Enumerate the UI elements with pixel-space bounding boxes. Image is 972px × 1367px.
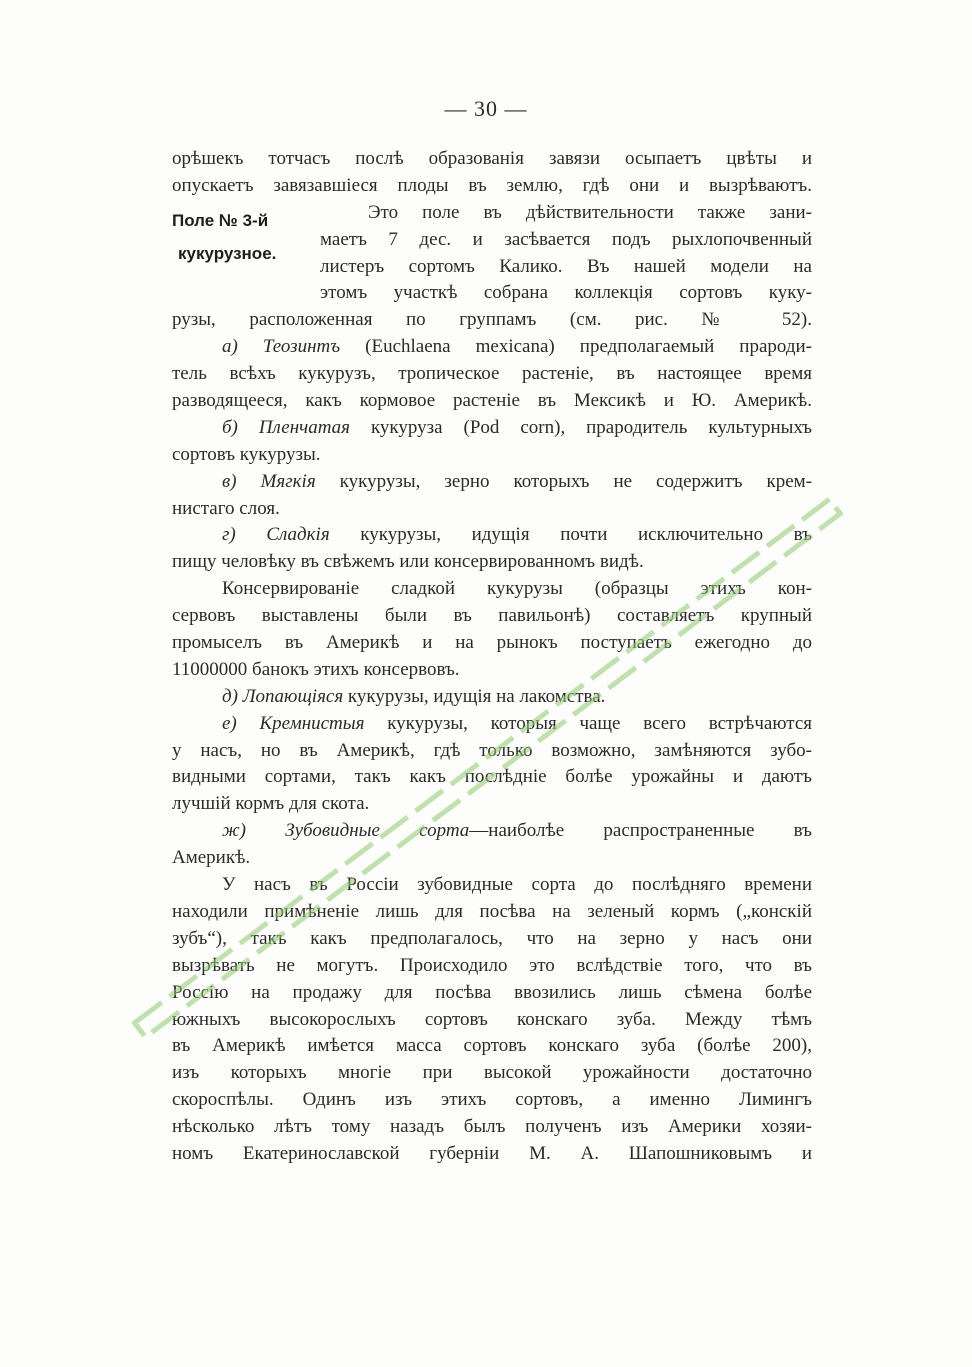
list-item-zh: ж) Зубовидные сорта—наиболѣе распространенные въ	[222, 820, 812, 842]
text-line: скороспѣлы. Одинъ изъ этихъ сортовъ, а именно Лимингъ	[172, 1089, 812, 1111]
text-line: листеръ сортомъ Калико. Въ нашей модели на	[320, 255, 812, 277]
text-line: Америкѣ.	[172, 847, 251, 869]
text-line: орѣшекъ тотчасъ послѣ образованія завязи осыпаетъ цвѣты и	[172, 148, 812, 169]
text-line: 11000000 банокъ этихъ консервовъ.	[172, 658, 460, 680]
body-text	[172, 146, 812, 1168]
text-line: находили примѣненіе лишь для посѣва на зеленый кормъ („конскій	[172, 900, 812, 922]
text-line: сортовъ кукурузы.	[172, 443, 321, 465]
item-label: б) Пленчатая	[222, 416, 351, 438]
side-heading-line-1: Поле № 3-й	[172, 210, 269, 230]
text-line: видными сортами, такъ какъ послѣдніе болѣе урожайны и даютъ	[172, 766, 812, 788]
text-line: пищу человѣку въ свѣжемъ или консервированномъ видѣ.	[172, 551, 644, 573]
text-line: нѣсколько лѣтъ тому назадъ былъ полученъ изъ Америки хозяи-	[172, 1116, 812, 1138]
text-line: лучшій кормъ для скота.	[172, 793, 370, 815]
text-line: вызрѣвать не могутъ. Происходило это вслѣдствіе того, что въ	[172, 954, 812, 976]
item-label: в) Мягкія	[222, 470, 316, 492]
text-line: у насъ, но въ Америкѣ, гдѣ только возможно, замѣняются зубо-	[172, 739, 812, 761]
field-3-section	[172, 200, 812, 308]
text-line: Консервированіе сладкой кукурузы (образцы этихъ кон-	[222, 578, 812, 600]
text-line: южныхъ высокорослыхъ сортовъ конскаго зуба. Между тѣмъ	[172, 1008, 812, 1030]
list-item-a: а) Теозинтъ (Euchlaena mexicana) предполагаемый прароди-	[222, 336, 813, 358]
text-line: Это поле въ дѣйствительности также зани-	[368, 201, 812, 223]
text-line: зубъ“), такъ какъ предполагалось, что на зерно у насъ они	[172, 927, 812, 949]
text-line: въ Америкѣ имѣется масса сортовъ конскаго зуба (болѣе 200),	[172, 1035, 812, 1057]
list-item-v: в) Мягкія кукурузы, зерно которыхъ не содержитъ крем-	[222, 470, 812, 492]
text-line: нистаго слоя.	[172, 497, 280, 519]
list-item-g: г) Сладкія кукурузы, идущія почти исключительно въ	[222, 524, 813, 546]
text-line: опускаетъ завязавшіеся плоды въ землю, гдѣ они и вызрѣваютъ.	[172, 174, 812, 196]
list-item-b: б) Пленчатая кукуруза (Pod corn), прародитель культурныхъ	[222, 416, 812, 438]
page-number: — 30 —	[444, 96, 528, 121]
item-label: е) Кремнистыя	[222, 712, 365, 734]
list-item-e: е) Кремнистыя кукурузы, которыя чаще всего встрѣчаются	[222, 712, 813, 734]
text-line: рузы, расположенная по группамъ (см. рис. № 52).	[172, 309, 812, 331]
list-item-d: д) Лопающіяся кукурузы, идущія на лакомства.	[222, 685, 606, 707]
item-label: г) Сладкія	[222, 524, 330, 546]
text-line: разводящееся, какъ кормовое растеніе въ Мексикѣ и Ю. Америкѣ.	[172, 390, 812, 412]
text-line: этомъ участкѣ собрана коллекція сортовъ куку-	[320, 282, 812, 304]
text-line: маетъ 7 дес. и засѣвается подъ рыхлопочвенный	[320, 228, 812, 250]
text-line: изъ которыхъ многіе при высокой урожайности достаточно	[172, 1062, 812, 1084]
text-line: номъ Екатеринославской губерніи М. А. Шапошниковымъ и	[172, 1142, 812, 1164]
side-heading-line-2: кукурузное.	[178, 243, 277, 263]
text-line: Россію на продажу для посѣва ввозились лишь сѣмена болѣе	[172, 981, 812, 1003]
item-label: а) Теозинтъ	[222, 336, 341, 358]
text-line: промыселъ въ Америкѣ и на рынокъ поступаетъ ежегодно до	[172, 632, 812, 654]
item-label: д) Лопающіяся	[222, 685, 344, 707]
text-line: У насъ въ Россіи зубовидные сорта до послѣдняго времени	[222, 874, 812, 896]
side-heading	[172, 204, 312, 270]
text-line: сервовъ выставлены были въ павильонѣ) составляетъ крупный	[172, 605, 812, 627]
text-line: тель всѣхъ кукурузъ, тропическое растеніе, въ настоящее время	[172, 363, 812, 385]
item-label: ж) Зубовидные сорта	[222, 820, 470, 842]
